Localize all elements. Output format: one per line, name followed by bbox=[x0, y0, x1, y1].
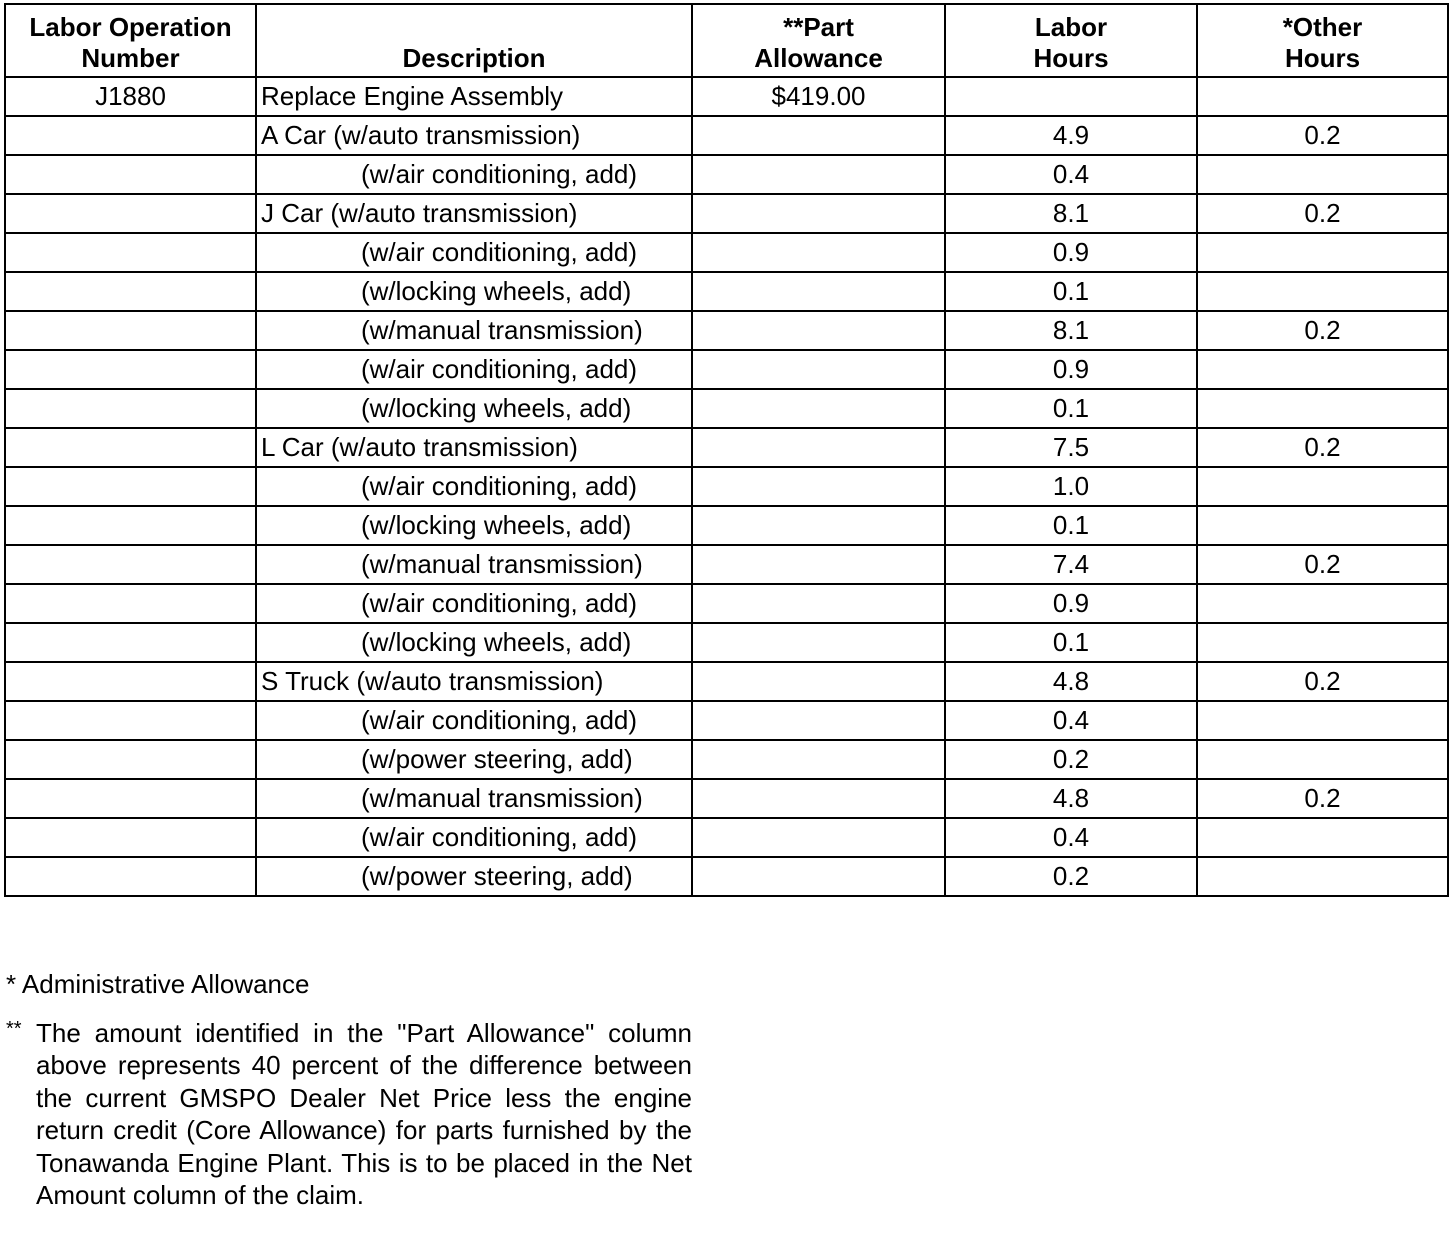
cell-labor-hours: 4.8 bbox=[945, 662, 1197, 701]
cell-op bbox=[5, 623, 256, 662]
cell-labor-hours: 7.4 bbox=[945, 545, 1197, 584]
cell-description: J Car (w/auto transmission) bbox=[256, 194, 692, 233]
cell-description: L Car (w/auto transmission) bbox=[256, 428, 692, 467]
cell-other-hours bbox=[1197, 701, 1448, 740]
table-row bbox=[5, 428, 1448, 467]
header-other-hours: *Other Hours bbox=[1197, 4, 1448, 77]
cell-labor-hours: 1.0 bbox=[945, 467, 1197, 506]
cell-part-allowance bbox=[692, 389, 945, 428]
cell-op bbox=[5, 701, 256, 740]
cell-part-allowance bbox=[692, 194, 945, 233]
table-row bbox=[5, 155, 1448, 194]
cell-labor-hours: 0.1 bbox=[945, 272, 1197, 311]
cell-other-hours bbox=[1197, 272, 1448, 311]
cell-op bbox=[5, 155, 256, 194]
cell-labor-hours: 0.1 bbox=[945, 506, 1197, 545]
table-row bbox=[5, 857, 1448, 896]
cell-other-hours bbox=[1197, 77, 1448, 116]
cell-description: (w/air conditioning, add) bbox=[256, 155, 692, 194]
cell-other-hours bbox=[1197, 623, 1448, 662]
cell-labor-hours: 0.4 bbox=[945, 701, 1197, 740]
cell-other-hours bbox=[1197, 155, 1448, 194]
cell-part-allowance bbox=[692, 350, 945, 389]
table-row bbox=[5, 272, 1448, 311]
cell-description: (w/air conditioning, add) bbox=[256, 818, 692, 857]
cell-part-allowance bbox=[692, 311, 945, 350]
table-row bbox=[5, 194, 1448, 233]
footnote-administrative-allowance: * Administrative Allowance bbox=[6, 969, 310, 999]
cell-op bbox=[5, 194, 256, 233]
table-header-row bbox=[5, 4, 1448, 77]
cell-description: (w/manual transmission) bbox=[256, 779, 692, 818]
cell-description: Replace Engine Assembly bbox=[256, 77, 692, 116]
table-row bbox=[5, 818, 1448, 857]
cell-description: (w/locking wheels, add) bbox=[256, 272, 692, 311]
table-row bbox=[5, 467, 1448, 506]
cell-labor-hours: 4.8 bbox=[945, 779, 1197, 818]
table-row bbox=[5, 545, 1448, 584]
footnote-part-allowance bbox=[6, 1017, 692, 1212]
cell-part-allowance bbox=[692, 467, 945, 506]
footnote-double-asterisk: ** bbox=[6, 1017, 22, 1040]
cell-part-allowance bbox=[692, 233, 945, 272]
cell-op bbox=[5, 857, 256, 896]
cell-part-allowance bbox=[692, 701, 945, 740]
table-row bbox=[5, 77, 1448, 116]
cell-other-hours bbox=[1197, 233, 1448, 272]
cell-op bbox=[5, 662, 256, 701]
cell-part-allowance bbox=[692, 662, 945, 701]
cell-description: (w/air conditioning, add) bbox=[256, 701, 692, 740]
cell-op bbox=[5, 818, 256, 857]
cell-part-allowance bbox=[692, 623, 945, 662]
table-row bbox=[5, 779, 1448, 818]
footnotes bbox=[6, 968, 692, 1212]
cell-other-hours: 0.2 bbox=[1197, 779, 1448, 818]
cell-other-hours bbox=[1197, 740, 1448, 779]
cell-op bbox=[5, 389, 256, 428]
cell-other-hours bbox=[1197, 350, 1448, 389]
footnote-part-allowance-text: The amount identified in the "Part Allowance" column above represents 40 percent of the difference between the current GMSPO Dealer Net Price less the engine return credit (Core Allowance) for parts furnished by the Tonawanda Engine Plant. This is to be placed in the Net Amount column of the claim. bbox=[36, 1017, 692, 1210]
cell-op: J1880 bbox=[5, 77, 256, 116]
cell-description: (w/air conditioning, add) bbox=[256, 350, 692, 389]
cell-other-hours: 0.2 bbox=[1197, 662, 1448, 701]
cell-part-allowance bbox=[692, 155, 945, 194]
cell-description: (w/manual transmission) bbox=[256, 545, 692, 584]
cell-part-allowance bbox=[692, 116, 945, 155]
cell-description: (w/air conditioning, add) bbox=[256, 467, 692, 506]
header-description: Description bbox=[256, 4, 692, 77]
cell-other-hours bbox=[1197, 857, 1448, 896]
cell-other-hours bbox=[1197, 506, 1448, 545]
cell-other-hours: 0.2 bbox=[1197, 116, 1448, 155]
cell-labor-hours: 0.1 bbox=[945, 623, 1197, 662]
cell-labor-hours: 4.9 bbox=[945, 116, 1197, 155]
cell-part-allowance bbox=[692, 584, 945, 623]
cell-part-allowance bbox=[692, 779, 945, 818]
cell-labor-hours: 0.2 bbox=[945, 740, 1197, 779]
cell-op bbox=[5, 779, 256, 818]
cell-part-allowance: $419.00 bbox=[692, 77, 945, 116]
cell-op bbox=[5, 584, 256, 623]
cell-description: (w/manual transmission) bbox=[256, 311, 692, 350]
cell-other-hours: 0.2 bbox=[1197, 545, 1448, 584]
table-row bbox=[5, 233, 1448, 272]
header-labor-hours: Labor Hours bbox=[945, 4, 1197, 77]
cell-other-hours bbox=[1197, 389, 1448, 428]
table-row bbox=[5, 116, 1448, 155]
cell-labor-hours: 8.1 bbox=[945, 194, 1197, 233]
cell-other-hours: 0.2 bbox=[1197, 311, 1448, 350]
cell-part-allowance bbox=[692, 272, 945, 311]
cell-labor-hours: 7.5 bbox=[945, 428, 1197, 467]
cell-part-allowance bbox=[692, 428, 945, 467]
cell-labor-hours bbox=[945, 77, 1197, 116]
table-row bbox=[5, 389, 1448, 428]
cell-op bbox=[5, 428, 256, 467]
cell-labor-hours: 0.2 bbox=[945, 857, 1197, 896]
cell-op bbox=[5, 506, 256, 545]
cell-description: (w/locking wheels, add) bbox=[256, 389, 692, 428]
cell-description: (w/locking wheels, add) bbox=[256, 506, 692, 545]
cell-op bbox=[5, 350, 256, 389]
table-row bbox=[5, 662, 1448, 701]
cell-other-hours: 0.2 bbox=[1197, 194, 1448, 233]
header-part-allowance: **Part Allowance bbox=[692, 4, 945, 77]
cell-other-hours bbox=[1197, 584, 1448, 623]
table-row bbox=[5, 311, 1448, 350]
table-row bbox=[5, 740, 1448, 779]
table-row bbox=[5, 350, 1448, 389]
cell-op bbox=[5, 116, 256, 155]
cell-part-allowance bbox=[692, 740, 945, 779]
table-row bbox=[5, 701, 1448, 740]
cell-labor-hours: 0.4 bbox=[945, 818, 1197, 857]
cell-description: (w/air conditioning, add) bbox=[256, 584, 692, 623]
cell-description: (w/locking wheels, add) bbox=[256, 623, 692, 662]
cell-labor-hours: 0.1 bbox=[945, 389, 1197, 428]
cell-other-hours: 0.2 bbox=[1197, 428, 1448, 467]
table-row bbox=[5, 506, 1448, 545]
cell-op bbox=[5, 272, 256, 311]
cell-part-allowance bbox=[692, 857, 945, 896]
cell-labor-hours: 0.9 bbox=[945, 233, 1197, 272]
cell-description: (w/power steering, add) bbox=[256, 857, 692, 896]
cell-other-hours bbox=[1197, 818, 1448, 857]
cell-labor-hours: 0.9 bbox=[945, 584, 1197, 623]
cell-part-allowance bbox=[692, 506, 945, 545]
cell-part-allowance bbox=[692, 818, 945, 857]
cell-labor-hours: 0.4 bbox=[945, 155, 1197, 194]
cell-labor-hours: 0.9 bbox=[945, 350, 1197, 389]
cell-description: (w/air conditioning, add) bbox=[256, 233, 692, 272]
cell-description: A Car (w/auto transmission) bbox=[256, 116, 692, 155]
labor-operations-table bbox=[4, 3, 1449, 897]
cell-part-allowance bbox=[692, 545, 945, 584]
cell-other-hours bbox=[1197, 467, 1448, 506]
cell-description: S Truck (w/auto transmission) bbox=[256, 662, 692, 701]
cell-op bbox=[5, 233, 256, 272]
table-row bbox=[5, 623, 1448, 662]
cell-op bbox=[5, 311, 256, 350]
table-row bbox=[5, 584, 1448, 623]
cell-op bbox=[5, 545, 256, 584]
cell-op bbox=[5, 467, 256, 506]
header-labor-operation-number: Labor Operation Number bbox=[5, 4, 256, 77]
cell-description: (w/power steering, add) bbox=[256, 740, 692, 779]
cell-op bbox=[5, 740, 256, 779]
cell-labor-hours: 8.1 bbox=[945, 311, 1197, 350]
